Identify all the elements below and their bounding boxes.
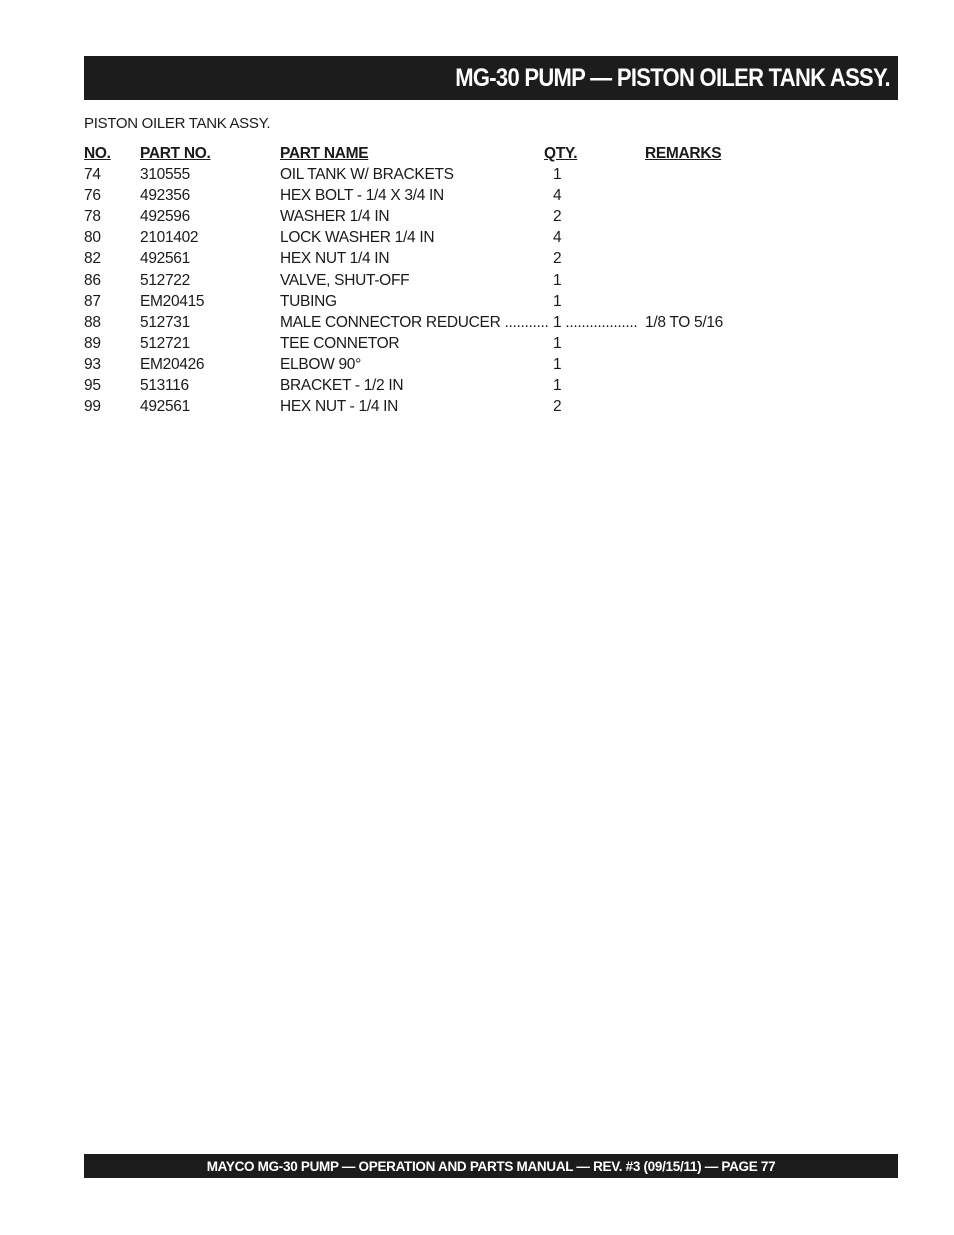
cell-qty: 1 [553,166,562,184]
cell-no: 87 [84,292,101,310]
cell-no: 89 [84,334,101,352]
cell-qty: 2 [553,398,562,416]
cell-qty: 2 [553,208,562,226]
cell-part-name: TUBING [280,292,337,310]
cell-no: 82 [84,250,101,268]
cell-no: 78 [84,208,101,226]
table-row [84,333,784,354]
cell-qty: 2 [553,250,562,268]
header-no: NO. [84,145,111,162]
cell-part-no: 513116 [140,377,189,395]
table-row [84,206,784,227]
cell-no: 88 [84,313,101,331]
cell-part-no: 512731 [140,313,190,331]
title-bar [84,56,898,100]
header-qty: QTY. [544,145,578,162]
cell-no: 74 [84,166,101,184]
cell-part-name: MALE CONNECTOR REDUCER ........... [280,313,549,331]
table-row [84,354,784,375]
cell-part-no: 492596 [140,208,190,226]
table-row [84,185,784,206]
cell-no: 76 [84,187,101,205]
cell-qty: 1 [553,355,562,373]
cell-no: 93 [84,355,101,373]
parts-table [84,143,784,417]
cell-part-no: 512722 [140,271,190,289]
table-row [84,312,784,333]
section-title: PISTON OILER TANK ASSY. [84,115,271,132]
cell-no: 86 [84,271,101,289]
cell-qty: 4 [553,229,562,247]
table-row [84,248,784,269]
cell-qty: 1 [553,292,562,310]
footer-text: MAYCO MG-30 PUMP — OPERATION AND PARTS MANUAL — REV. #3 (09/15/11) — PAGE 77 [206,1158,776,1174]
cell-part-no: 492561 [140,398,190,416]
cell-part-no: EM20415 [140,292,205,310]
cell-part-no: 310555 [140,166,190,184]
table-row [84,270,784,291]
cell-part-no: EM20426 [140,355,205,373]
cell-part-no: 492561 [140,250,190,268]
cell-qty: 1 [553,334,562,352]
cell-part-name: VALVE, SHUT-OFF [280,271,410,289]
cell-qty: 4 [553,187,562,205]
footer-bar [84,1154,898,1178]
header-remarks: REMARKS [645,145,722,162]
cell-part-name: ELBOW 90° [280,355,362,373]
cell-part-no: 492356 [140,187,190,205]
table-body [84,164,784,417]
table-row [84,375,784,396]
cell-part-name: TEE CONNETOR [280,334,400,352]
cell-qty: 1 .................. [553,313,638,331]
header-part-name: PART NAME [280,145,369,162]
cell-part-name: OIL TANK W/ BRACKETS [280,166,454,184]
cell-qty: 1 [553,377,562,395]
cell-part-name: HEX NUT 1/4 IN [280,250,390,268]
cell-part-name: BRACKET - 1/2 IN [280,377,404,395]
cell-part-name: HEX BOLT - 1/4 X 3/4 IN [280,187,444,205]
cell-part-no: 2101402 [140,229,199,247]
header-part-no: PART NO. [140,145,211,162]
cell-qty: 1 [553,271,562,289]
table-row [84,164,784,185]
table-row [84,291,784,312]
cell-remarks: 1/8 TO 5/16 [645,313,723,331]
table-row [84,396,784,417]
table-row [84,227,784,248]
cell-part-name: WASHER 1/4 IN [280,208,390,226]
page-title: MG-30 PUMP — PISTON OILER TANK ASSY. [455,63,890,92]
cell-no: 80 [84,229,101,247]
cell-part-name: HEX NUT - 1/4 IN [280,398,399,416]
cell-part-name: LOCK WASHER 1/4 IN [280,229,435,247]
cell-no: 99 [84,398,101,416]
cell-no: 95 [84,377,101,395]
table-header-row [84,143,784,164]
cell-part-no: 512721 [140,334,190,352]
